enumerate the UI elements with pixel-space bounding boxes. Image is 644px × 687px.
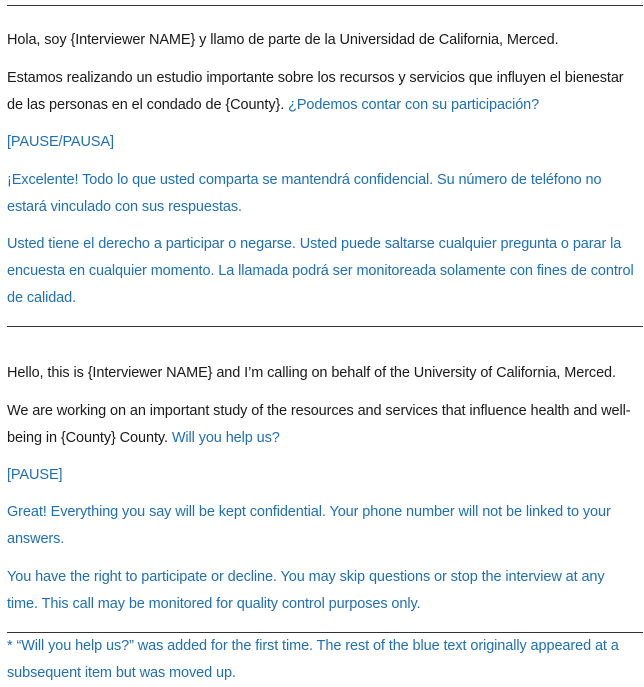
spanish-greeting: Hola, soy {Interviewer NAME} y llamo de parte de la Universidad de California, Merced. [7, 32, 559, 48]
english-rights: You have the right to participate or decline. You may skip questions or stop the interview at any time. This call may be monitored for quality control purposes only. [7, 569, 605, 612]
english-study-intro-text: We are working on an important study of the resources and services that influence health and well-being in {County} County. [7, 403, 631, 446]
english-pause: [PAUSE] [7, 467, 63, 483]
english-greeting: Hello, this is {Interviewer NAME} and I’m calling on behalf of the University of California, Merced. [7, 365, 616, 381]
spanish-pause: [PAUSE/PAUSA] [7, 134, 114, 150]
spanish-study-question: ¿Podemos contar con su participación? [288, 97, 540, 113]
english-study-intro [7, 398, 635, 452]
middle-divider [7, 326, 643, 327]
spanish-study-intro [7, 65, 635, 119]
top-divider [7, 5, 643, 6]
english-confidential: Great! Everything you say will be kept confidential. Your phone number will not be linked to your answers. [7, 504, 611, 547]
spanish-confidential: ¡Excelente! Todo lo que usted comparta se mantendrá confidencial. Su número de teléfono no estará vinculado con sus respuestas. [7, 172, 602, 215]
spanish-rights: Usted tiene el derecho a participar o negarse. Usted puede saltarse cualquier pregunta o parar la encuesta en cualquier momento. La llamada podrá ser monitoreada solamente con fines de control de calidad. [7, 236, 634, 306]
english-study-question: Will you help us? [171, 430, 280, 446]
footnote: * “Will you help us?” was added for the first time. The rest of the blue text originally appeared at a subsequent item but was moved up. [7, 638, 619, 681]
spanish-study-intro-text: Estamos realizando un estudio importante sobre los recursos y servicios que influyen el bienestar de las personas en el condado de {County}. [7, 70, 624, 113]
